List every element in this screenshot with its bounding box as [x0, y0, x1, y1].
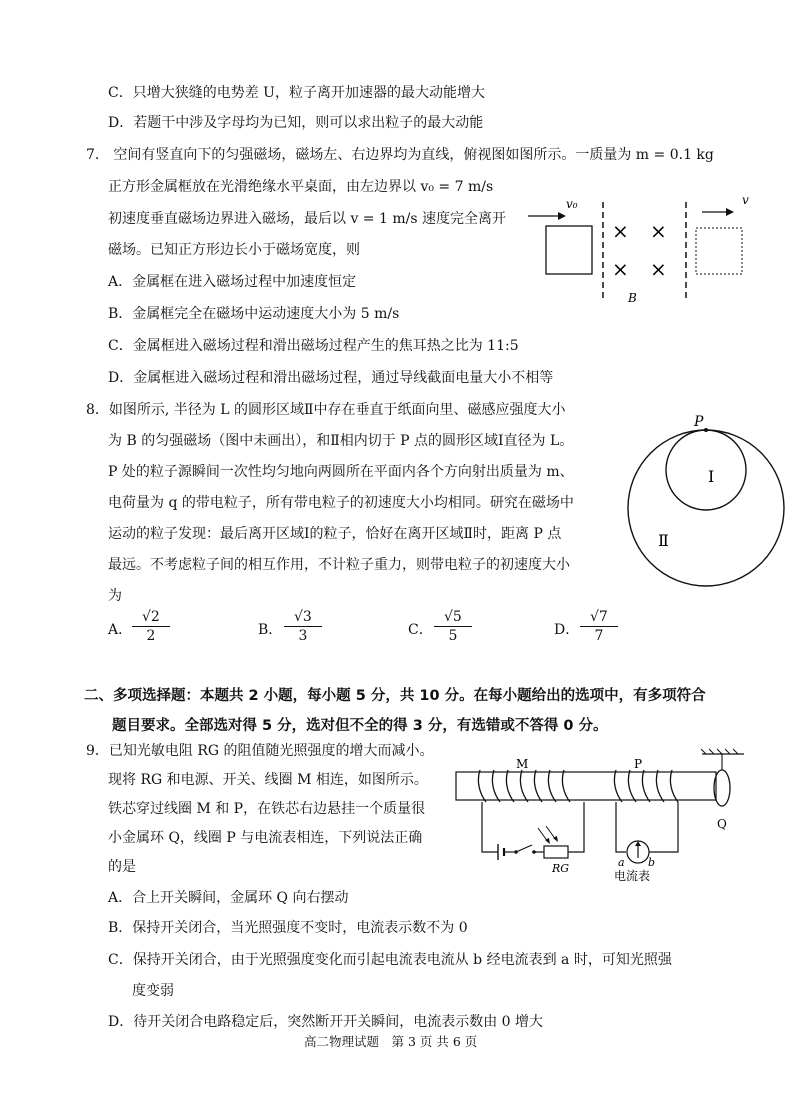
- q7-stem-line-3: 初速度垂直磁场边界进入磁场，最后以 v = 1 m/s 速度完全离开: [108, 211, 506, 227]
- q8-option-d-fraction: [580, 608, 618, 645]
- q9-ammeter-label: 电流表: [614, 869, 651, 883]
- q9-stem-line-2: 现将 RG 和电源、开关、线圈 M 相连，如图所示。: [108, 772, 428, 788]
- q8-option-d-denominator: 7: [594, 628, 604, 644]
- q9-coil-m: [478, 770, 570, 802]
- q7-dotted-square: [696, 228, 742, 274]
- q7-b-label: B: [628, 291, 637, 305]
- q9-option-c-line-1: C．保持开关闭合，由于光照强度变化而引起电流表电流从 b 经电流表到 a 时，可知光照强: [108, 952, 672, 968]
- q8-point-p: [704, 428, 708, 432]
- q8-option-c-denominator: 5: [448, 628, 458, 644]
- q8-stem-line-6: 最远。不考虑粒子间的相互作用，不计粒子重力，则带电粒子的初速度大小: [108, 557, 570, 573]
- q7-cross-2: ×: [650, 219, 667, 243]
- page-footer: 高二物理试题 第 3 页 共 6 页: [304, 1034, 478, 1049]
- q8-option-a-denominator: 2: [146, 628, 156, 644]
- section2-heading-line-2: 题目要求。全部选对得 5 分，选对但不全的得 3 分，有选错或不答得 0 分。: [112, 718, 608, 734]
- q9-figure: [448, 748, 768, 888]
- q7-square-frame: [546, 226, 592, 274]
- section2-heading-line-1: 二、多项选择题：本题共 2 小题，每小题 5 分，共 10 分。在每小题给出的选项中，有多项符合: [84, 688, 706, 704]
- q8-stem-line-1: 8．如图所示, 半径为 L 的圆形区域Ⅱ中存在垂直于纸面向里、磁感应强度大小: [86, 402, 566, 418]
- q9-option-d: D．待开关闭合电路稳定后，突然断开开关瞬间，电流表示数由 0 增大: [108, 1014, 544, 1030]
- q7-stem-line-2: 正方形金属框放在光滑绝缘水平桌面，由左边界以 v₀ = 7 m/s: [108, 179, 494, 195]
- q7-stem-line-1: 7. 空间有竖直向下的匀强磁场，磁场左、右边界均为直线，俯视图如图所示。一质量为 m = 0.1 kg: [86, 147, 714, 163]
- q9-m-label: M: [516, 757, 529, 771]
- q7-figure: [520, 188, 770, 310]
- q8-stem-line-5: 运动的粒子发现：最后离开区域Ⅰ的粒子，恰好在离开区域Ⅱ时，距离 P 点: [108, 526, 562, 542]
- q7-option-a: A．金属框在进入磁场过程中加速度恒定: [108, 274, 357, 290]
- q8-figure: [618, 410, 794, 590]
- q6-option-d: D．若题干中涉及字母均为已知，则可以求出粒子的最大动能: [108, 115, 484, 131]
- q9-stem-line-3: 铁芯穿过线圈 M 和 P，在铁芯右边悬挂一个质量很: [108, 801, 426, 817]
- q8-option-c-label: C．: [408, 622, 433, 638]
- q8-region-2-circle: [628, 430, 784, 586]
- q9-p-label: P: [634, 757, 643, 771]
- q8-region-1-circle: [666, 430, 746, 510]
- q9-photoresistor: [544, 846, 568, 858]
- q6-option-c: C．只增大狭缝的电势差 U，粒子离开加速器的最大动能增大: [108, 85, 485, 101]
- q8-region-1-label: Ⅰ: [708, 467, 715, 486]
- q9-option-b: B．保持开关闭合，当光照强度不变时，电流表示数不为 0: [108, 920, 468, 936]
- q7-stem-line-4: 磁场。已知正方形边长小于磁场宽度，则: [108, 242, 360, 258]
- q9-stem-line-5: 的是: [108, 859, 136, 875]
- q9-stem-line-1: 9．已知光敏电阻 RG 的阻值随光照强度的增大而减小。: [86, 743, 434, 759]
- q8-option-a-fraction: [132, 608, 170, 645]
- q9-rg-label: RG: [552, 862, 570, 875]
- q9-coil-p: [614, 770, 678, 802]
- q8-stem-line-7: 为: [108, 588, 122, 604]
- q8-p-label: P: [694, 414, 704, 430]
- q7-v-label: v: [742, 193, 749, 207]
- q7-cross-1: ×: [612, 219, 629, 243]
- q9-a-label: a: [618, 856, 625, 869]
- q9-iron-core: [456, 772, 716, 800]
- q8-option-d-label: D．: [554, 622, 580, 638]
- q7-option-b: B．金属框完全在磁场中运动速度大小为 5 m/s: [108, 306, 400, 322]
- q9-option-a: A．合上开关瞬间，金属环 Q 向右摆动: [108, 890, 349, 906]
- q7-cross-3: ×: [612, 257, 629, 281]
- q8-stem-line-2: 为 B 的匀强磁场（图中未画出），和Ⅱ相内切于 P 点的圆形区域Ⅰ直径为 L。: [108, 433, 574, 449]
- q7-option-d: D．金属框进入磁场过程和滑出磁场过程，通过导线截面电量大小不相等: [108, 370, 554, 386]
- q8-region-2-label: Ⅱ: [658, 531, 669, 550]
- q9-q-label: Q: [717, 817, 727, 831]
- q8-option-b-numerator: √3: [284, 608, 322, 627]
- q9-b-label: b: [648, 856, 656, 869]
- q8-option-a-numerator: √2: [132, 608, 170, 627]
- q9-option-c-line-2: 度变弱: [132, 983, 174, 999]
- q8-option-c-numerator: √5: [434, 608, 472, 627]
- q9-stem-line-4: 小金属环 Q，线圈 P 与电流表相连，下列说法正确: [108, 830, 423, 846]
- q8-stem-line-3: P 处的粒子源瞬间一次性均匀地向两圆所在平面内各个方向射出质量为 m、: [108, 464, 574, 480]
- q7-option-c: C．金属框进入磁场过程和滑出磁场过程产生的焦耳热之比为 11:5: [108, 338, 519, 354]
- q7-cross-4: ×: [650, 257, 667, 281]
- q7-v0-label: v₀: [566, 197, 578, 211]
- q8-option-b-denominator: 3: [298, 628, 308, 644]
- q8-option-b-fraction: [284, 608, 322, 645]
- q8-option-c-fraction: [434, 608, 472, 645]
- q8-stem-line-4: 电荷量为 q 的带电粒子，所有带电粒子的初速度大小均相同。研究在磁场中: [108, 495, 574, 511]
- q8-option-a-label: A．: [108, 622, 133, 638]
- q8-option-d-numerator: √7: [580, 608, 618, 627]
- q8-option-b-label: B．: [258, 622, 283, 638]
